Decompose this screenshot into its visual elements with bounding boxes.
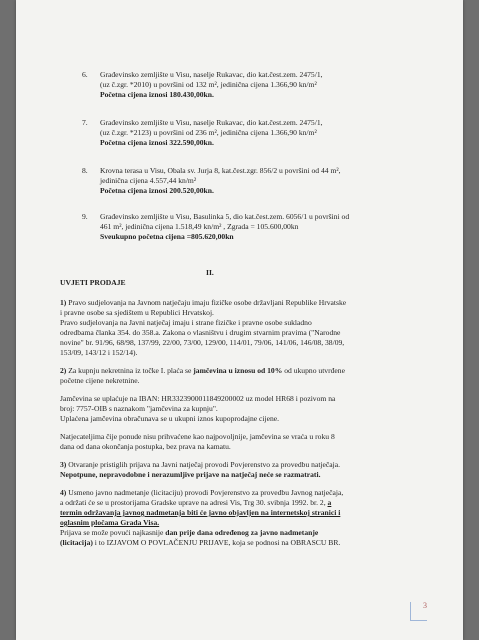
- paragraph-lead: 1): [60, 298, 67, 307]
- paragraph-line: [60, 528, 318, 537]
- paragraph-text: a održati će se u prostorijama Gradske uprave na adresi Vis, Trg 30. svibnja 1992. br. 2,: [60, 498, 326, 507]
- item-text: (uz č.zgr. *2123) u površini od 236 m², jedinična cijena 1.366,90 kn/m²: [100, 128, 317, 137]
- item-text: Krovna terasa u Visu, Obala sv. Jurja 8, kat.čest.zgr. 856/2 u površini od 44 m²,: [100, 166, 341, 175]
- paragraph-line: [60, 460, 340, 469]
- paragraph-line: Natjecateljima čije ponude nisu prihvaćene kao najpovoljnije, jamčevina se vraća u roku 8: [60, 432, 335, 441]
- item-number: 7.: [82, 118, 88, 127]
- paragraph-line: i pravne osobe sa sjedištem u Republici Hrvatskoj.: [60, 308, 214, 317]
- paragraph-text: Usmeno javno nadmetanje (licitaciju) provodi Povjerenstvo za provedbu Javnog natječaja,: [68, 488, 344, 497]
- paragraph-line: Uplaćena jamčevina obračunava se u ukupni iznos kupoprodajne cijene.: [60, 414, 280, 423]
- paragraph-text: dan prije dana određenog za javno nadmetanje: [165, 528, 319, 537]
- paragraph-line: novine" br. 91/96, 68/98, 137/99, 22/00, 73/00, 129/00, 114/01, 79/06, 141/06, 146/08, 38/09,: [60, 338, 345, 347]
- paragraph-line: početne cijene nekretnine.: [60, 376, 140, 385]
- paragraph-text: i to IZJAVOM O POVLAČENJU PRIJAVE, koja se podnosi na OBRASCU BR.: [94, 538, 341, 547]
- page-number: 3: [410, 602, 427, 621]
- guarantee-amount: jamčevina u iznosu od 10%: [193, 366, 283, 375]
- item-price: Sveukupno početna cijena =805.620,00kn: [100, 232, 234, 241]
- paragraph-line: Nepotpune, nepravodobne i nerazumljive prijave na natječaj neće se razmatrati.: [60, 470, 321, 479]
- paragraph-lead: 2): [60, 366, 67, 375]
- paragraph-line: Jamčevina se uplaćuje na IBAN: HR3323900011849200002 uz model HR68 i pozivom na: [60, 394, 336, 403]
- paragraph-line: termin održavanja javnog nadmetanja biti će javno objavljen na internetskoj stranici i: [60, 508, 341, 517]
- paragraph-line: [60, 498, 331, 507]
- paragraph-line: broj: 7757-OIB s naznakom "jamčevina za kupnju".: [60, 404, 218, 413]
- item-text: 461 m², jedinična cijena 1.518,49 kn/m² , Zgrada = 105.600,00kn: [100, 222, 299, 231]
- paragraph-text: a: [327, 498, 332, 507]
- item-price: Početna cijena iznosi 322.590,00kn.: [100, 138, 214, 147]
- paragraph-line: Pravo sudjelovanja na Javni natječaj imaju i strane fizičke i pravne osobe sukladno: [60, 318, 312, 327]
- item-text: Građevinsko zemljište u Visu, naselje Rukavac, dio kat.čest.zem. 2475/1,: [100, 118, 323, 127]
- paragraph-line: oglasnim pločama Grada Visa.: [60, 518, 160, 527]
- document-page: [16, 0, 463, 640]
- paragraph-lead: 3): [60, 460, 67, 469]
- item-price: Početna cijena iznosi 200.520,00kn.: [100, 186, 214, 195]
- item-text: (uz č.zgr. *2010) u površini od 132 m², jedinična cijena 1.366,90 kn/m²: [100, 80, 317, 89]
- paragraph-text: Otvaranje pristiglih prijava na Javni natječaj provodi Povjerenstvo za provedbu natječaja.: [68, 460, 341, 469]
- paragraph-lead: 4): [60, 488, 67, 497]
- paragraph-line: odredbama članka 354. do 358.a. Zakona o vlasništvu i drugim stvarnim pravima ("Narodne: [60, 328, 341, 337]
- paragraph-text: od ukupno utvrđene: [284, 366, 345, 375]
- paragraph-line: dana od dana okončanja postupka, bez prava na kamatu.: [60, 442, 231, 451]
- item-number: 6.: [82, 70, 88, 79]
- paragraph-text: Pravo sudjelovanja na Javnom natječaju imaju fizičke osobe državljani Republike Hrvatske: [68, 298, 347, 307]
- item-price: Početna cijena iznosi 180.430,00kn.: [100, 90, 214, 99]
- item-number: 8.: [82, 166, 88, 175]
- item-text: Građevinsko zemljište u Visu, Basulinka 5, dio kat.čest.zem. 6056/1 u površini od: [100, 212, 350, 221]
- item-number: 9.: [82, 212, 88, 221]
- section-number: II.: [206, 268, 214, 277]
- paragraph-line: [60, 488, 343, 497]
- paragraph-line: [60, 366, 345, 375]
- paragraph-text: (licitacija): [60, 538, 93, 547]
- paragraph-text: Za kupnju nekretnina iz točke I. plaća se: [68, 366, 192, 375]
- item-text: Građevinsko zemljište u Visu, naselje Rukavac, dio kat.čest.zem. 2475/1,: [100, 70, 323, 79]
- item-text: jedinična cijena 4.557,44 kn/m²: [100, 176, 197, 185]
- section-title: UVJETI PRODAJE: [60, 278, 126, 287]
- paragraph-text: Prijava se može povući najkasnije: [60, 528, 164, 537]
- paragraph-line: [60, 538, 340, 547]
- paragraph-line: 153/09, 143/12 i 152/14).: [60, 348, 138, 357]
- paragraph-line: [60, 298, 346, 307]
